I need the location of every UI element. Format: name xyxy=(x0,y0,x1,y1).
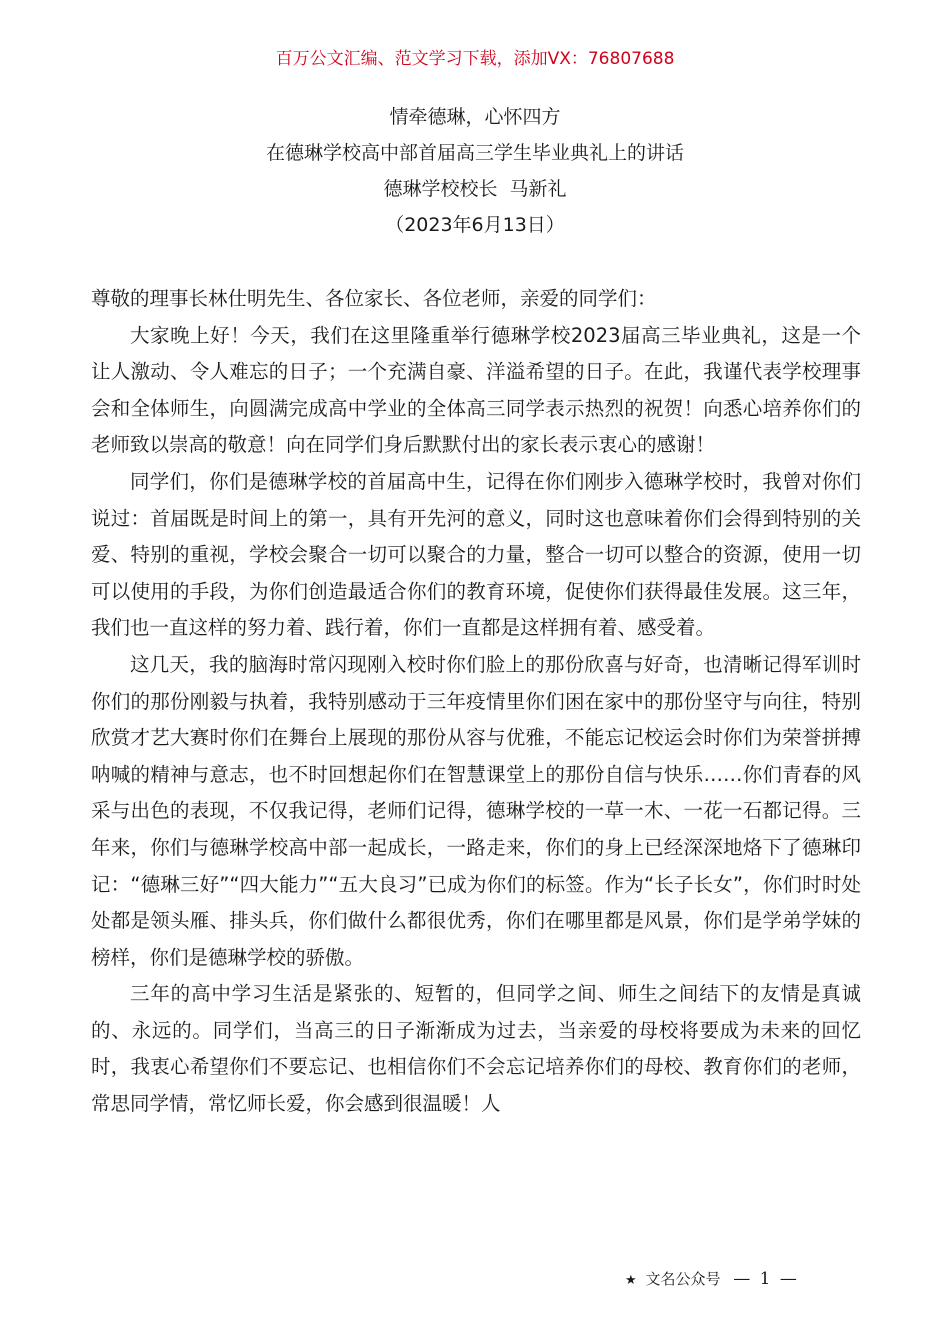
speech-subtitle: 在德琳学校高中部首届高三学生毕业典礼上的讲话 xyxy=(265,142,684,164)
footer-label: 文名公众号 xyxy=(645,1270,721,1288)
paragraph-2: 同学们，你们是德琳学校的首届高中生，记得在你们刚步入德琳学校时，我曾对你们说过：首届既是时间上的第一，具有开先河的意义，同时这也意味着你们会得到特别的关爱、特别的重视，学校会聚合一切可以聚合的力量，整合一切可以整合的资源，使用一切可以使用的手段，为你们创造最适合你们的教育环境，促使你们获得最佳发展。这三年，我们也一直这样的努力着、践行着，你们一直都是这样拥有着、感受着。 xyxy=(91,469,861,640)
paragraph-4: 三年的高中学习生活是紧张的、短暂的，但同学之间、师生之间结下的友情是真诚的、永远的。同学们，当高三的日子渐渐成为过去，当亲爱的母校将要成为未来的回忆时，我衷心希望你们不要忘记、也相信你们不会忘记培养你们的母校、教育你们的老师，常思同学情，常忆师长爱，你会感到很温暖！人 xyxy=(91,982,861,1116)
speaker-line: 德琳学校校长 马新礼 xyxy=(383,178,567,200)
speech-date: （2023年6月13日） xyxy=(385,214,565,236)
salutation: 尊敬的理事长林仕明先生、各位家长、各位老师，亲爱的同学们： xyxy=(91,287,657,310)
speech-body xyxy=(91,281,861,1123)
page-number: — 1 — xyxy=(733,1269,799,1289)
page-footer xyxy=(625,1267,865,1293)
speech-title: 情牵德琳，心怀四方 xyxy=(389,106,561,128)
promo-banner: 百万公文汇编、范文学习下载，添加VX：76807688 xyxy=(275,49,675,69)
paragraph-1: 大家晚上好！今天，我们在这里隆重举行德琳学校2023届高三毕业典礼，这是一个让人激动、令人难忘的日子；一个充满自豪、洋溢希望的日子。在此，我谨代表学校理事会和全体师生，向圆满完成高中学业的全体高三同学表示热烈的祝贺！向悉心培养你们的老师致以崇高的敬意！向在同学们身后默默付出的家长表示衷心的感谢！ xyxy=(91,323,861,457)
paragraph-3: 这几天，我的脑海时常闪现刚入校时你们脸上的那份欣喜与好奇，也清晰记得军训时你们的那份刚毅与执着，我特别感动于三年疫情里你们困在家中的那份坚守与向往，特别欣赏才艺大赛时你们在舞台上展现的那份从容与优雅，不能忘记校运会时你们为荣誉拼搏呐喊的精神与意志，也不时回想起你们在智慧课堂上的那份自信与快乐……你们青春的风采与出色的表现，不仅我记得，老师们记得，德琳学校的一草一木、一花一石都记得。三年来，你们与德琳学校高中部一起成长，一路走来，你们的身上已经深深地烙下了德琳印记：“德琳三好”“四大能力”“五大良习”已成为你们的标签。作为“长子长女”，你们时时处处都是领头雁、排头兵，你们做什么都很优秀，你们在哪里都是风景，你们是学弟学妹的榜样，你们是德琳学校的骄傲。 xyxy=(91,652,861,969)
star-icon: ★ xyxy=(625,1273,637,1288)
title-block xyxy=(0,99,950,243)
